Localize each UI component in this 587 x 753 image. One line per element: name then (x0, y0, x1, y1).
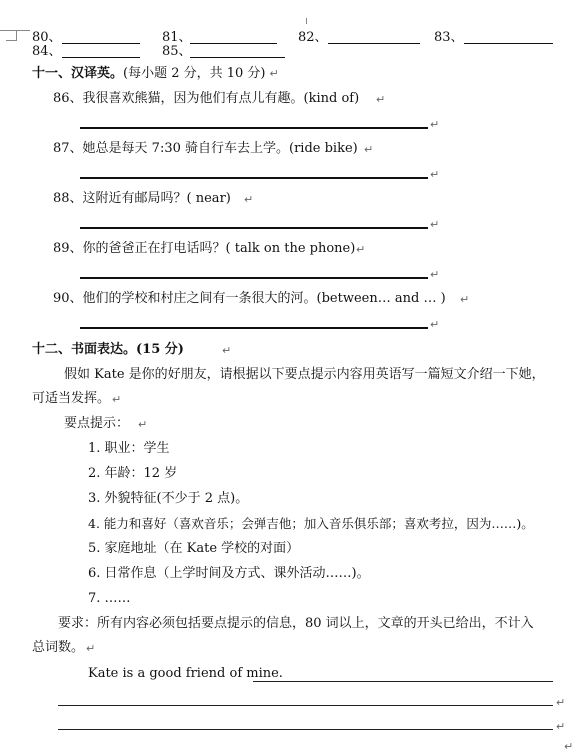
section-11-heading (32, 66, 279, 82)
paragraph-mark-icon: ↵ (86, 642, 96, 655)
answer-line-87[interactable] (80, 177, 428, 179)
answer-line-89[interactable] (80, 277, 428, 279)
section-11-title: 十一、汉译英。 (32, 66, 124, 81)
question-90: 90、他们的学校和村庄之间有一条很大的河。(between… and … ) (53, 291, 446, 306)
blank-label-85: 85、 (162, 44, 192, 59)
question-88: 88、这附近有邮局吗？( near) (53, 191, 231, 206)
blank-label-81: 81、 (162, 30, 192, 45)
point-5: 5. 家庭地址（在 Kate 学校的对面） (88, 541, 300, 556)
answer-line-86[interactable] (80, 127, 428, 129)
blank-line-84[interactable] (62, 57, 140, 58)
points-label: 要点提示： (64, 416, 130, 431)
section-11-note: (每小题 2 分，共 10 分) (123, 66, 266, 81)
essay-line-1[interactable] (253, 681, 553, 682)
question-87: 87、她总是每天 7:30 骑自行车去上学。(ride bike) (53, 141, 358, 156)
blank-line-83[interactable] (464, 43, 553, 44)
paragraph-mark-icon: ↵ (556, 696, 566, 709)
paragraph-mark-icon: ↵ (430, 318, 440, 331)
blank-line-80[interactable] (62, 43, 140, 44)
answer-line-88[interactable] (80, 227, 428, 229)
paragraph-mark-icon: ↵ (460, 293, 470, 306)
answer-line-90[interactable] (80, 327, 428, 329)
paragraph-mark-icon: ↵ (564, 740, 574, 753)
paragraph-mark-icon: ↵ (138, 418, 148, 431)
page-corner-mark (6, 30, 17, 41)
paragraph-mark-icon: ↵ (222, 344, 232, 357)
blank-line-82[interactable] (328, 43, 420, 44)
paragraph-mark-icon: ↵ (430, 118, 440, 131)
paragraph-mark-icon: ↵ (376, 93, 386, 106)
paragraph-mark-icon: ↵ (244, 193, 254, 206)
point-7: 7. …… (88, 591, 131, 606)
essay-line-2[interactable] (58, 705, 553, 706)
writing-intro-line-2: 可适当发挥。 (32, 391, 111, 406)
blank-line-85[interactable] (190, 57, 285, 58)
blank-line-81[interactable] (190, 43, 277, 44)
writing-intro-line-1: 假如 Kate 是你的好朋友，请根据以下要点提示内容用英语写一篇短文介绍一下她， (64, 367, 545, 382)
essay-line-3[interactable] (58, 729, 553, 730)
point-1: 1. 职业：学生 (88, 441, 170, 456)
paragraph-mark-icon: ↵ (364, 143, 374, 156)
paragraph-mark-icon: ↵ (430, 218, 440, 231)
point-6: 6. 日常作息（上学时间及方式、课外活动……)。 (88, 566, 370, 581)
blank-label-83: 83、 (434, 30, 464, 45)
blank-label-80: 80、 (32, 30, 62, 45)
point-3: 3. 外貌特征(不少于 2 点)。 (88, 491, 249, 506)
point-2: 2. 年龄：12 岁 (88, 466, 178, 481)
question-86: 86、我很喜欢熊猫，因为他们有点儿有趣。(kind of) (53, 91, 360, 106)
blank-label-82: 82、 (298, 30, 328, 45)
page-corner-mark (0, 30, 30, 31)
paragraph-mark-icon: ↵ (269, 67, 279, 80)
question-89: 89、你的爸爸正在打电话吗？( talk on the phone) (53, 241, 356, 256)
blank-label-84: 84、 (32, 44, 62, 59)
paragraph-mark-icon: ↵ (430, 268, 440, 281)
paragraph-mark-icon: ↵ (112, 393, 122, 406)
requirement-line-1: 要求：所有内容必须包括要点提示的信息，80 词以上，文章的开头已给出，不计入 (58, 616, 534, 631)
section-12-title: 十二、书面表达。(15 分) (32, 342, 184, 357)
requirement-line-2: 总词数。 (32, 640, 85, 655)
paragraph-mark-icon: ↵ (356, 243, 366, 256)
point-4: 4. 能力和喜好（喜欢音乐；会弹吉他；加入音乐俱乐部；喜欢考拉，因为……)。 (88, 516, 534, 531)
page-corner-mark (306, 18, 307, 24)
paragraph-mark-icon: ↵ (556, 720, 566, 733)
paragraph-mark-icon: ↵ (430, 168, 440, 181)
essay-starter: Kate is a good friend of mine. (88, 666, 283, 681)
